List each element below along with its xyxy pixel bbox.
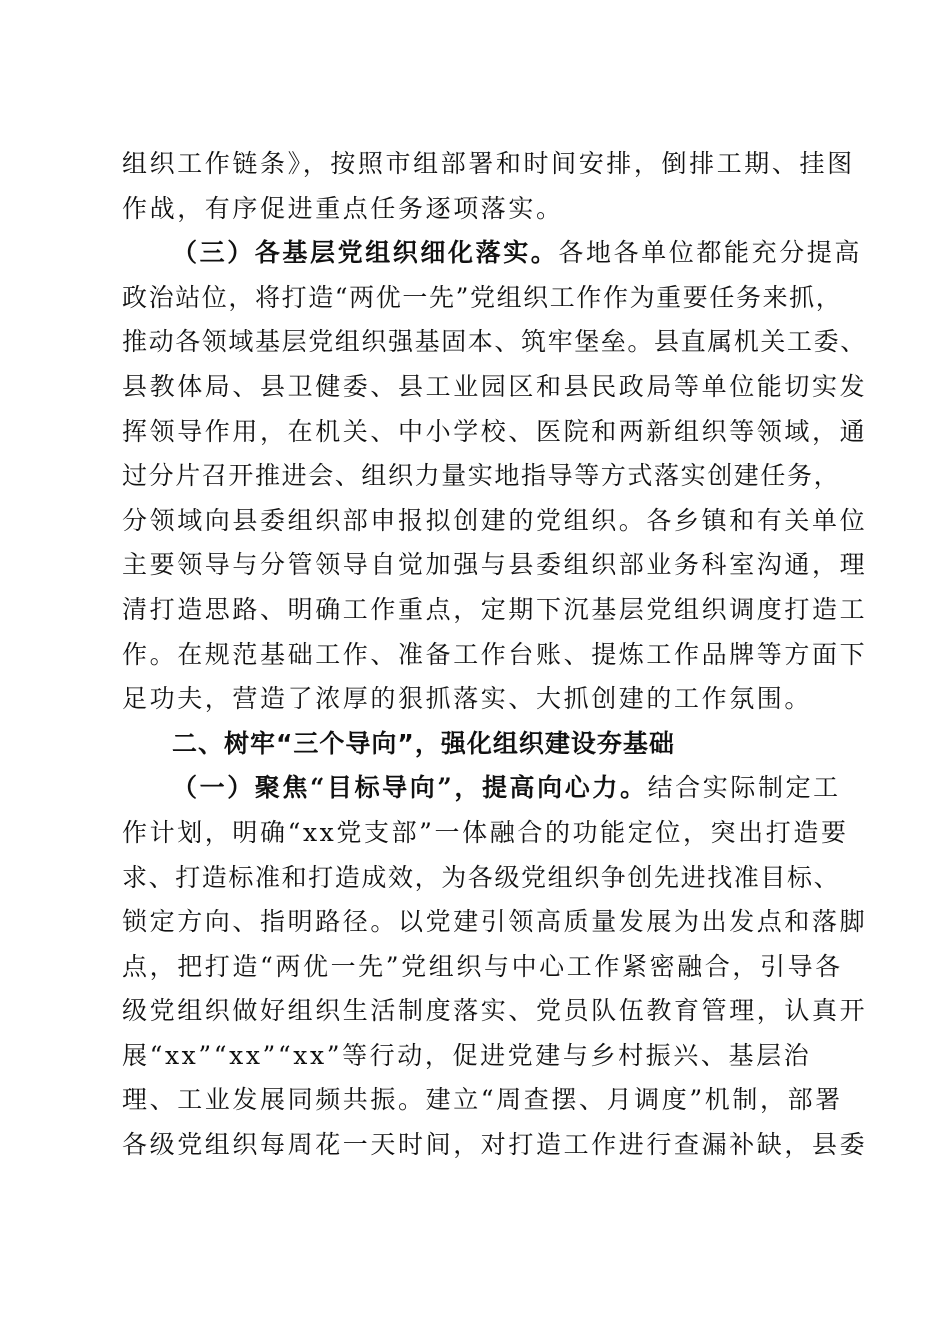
paragraph-first-line	[122, 766, 841, 811]
text-line: 推动各领域基层党组织强基固本、筑牢堡垒。县直属机关工委、	[122, 327, 867, 357]
text-line: 清打造思路、明确工作重点，定期下沉基层党组织调度打造工	[122, 594, 868, 624]
text-line: 作计划，明确“xx党支部”一体融合的功能定位，突出打造要	[122, 817, 849, 847]
text-line: 分领域向县委组织部申报拟创建的党组织。各乡镇和有关单位	[122, 505, 868, 535]
document-body	[122, 142, 868, 1168]
paragraph-text: 各地各单位都能充分提高	[558, 238, 863, 268]
text-line: 足功夫，营造了浓厚的狠抓落实、大抓创建的工作氛围。	[122, 684, 813, 714]
text-line: 各级党组织每周花一天时间，对打造工作进行查漏补缺，县委	[122, 1130, 868, 1160]
text-line: 求、打造标准和打造成效，为各级党组织争创先进找准目标、	[122, 862, 841, 892]
text-line: 过分片召开推进会、组织力量实地指导等方式落实创建任务，	[122, 461, 841, 491]
paragraph-text: 结合实际制定工	[647, 773, 841, 803]
section-lead-heading: （一）聚焦“目标导向”，提高向心力。	[172, 773, 648, 803]
section-heading: 二、树牢“三个导向”，强化组织建设夯基础	[172, 728, 675, 758]
text-line: 展“xx”“xx”“xx”等行动，促进党建与乡村振兴、基层治	[122, 1040, 812, 1070]
text-line: 作战，有序促进重点任务逐项落实。	[122, 193, 564, 223]
text-line: 主要领导与分管领导自觉加强与县委组织部业务科室沟通，理	[122, 550, 868, 580]
paragraph-first-line	[122, 231, 863, 276]
text-line: 作。在规范基础工作、准备工作台账、提炼工作品牌等方面下	[122, 639, 868, 669]
section-lead-heading: （三）各基层党组织细化落实。	[172, 238, 559, 268]
text-line: 组织工作链条》，按照市组部署和时间安排，倒排工期、挂图	[122, 149, 855, 178]
text-line: 县教体局、县卫健委、县工业园区和县民政局等单位能切实发	[122, 371, 868, 401]
text-line: 理、工业发展同频共振。建立“周查摆、月调度”机制，部署	[122, 1085, 843, 1115]
text-line: 政治站位，将打造“两优一先”党组织工作作为重要任务来抓，	[122, 282, 843, 312]
text-line: 级党组织做好组织生活制度落实、党员队伍教育管理，认真开	[122, 996, 868, 1026]
text-line: 挥领导作用，在机关、中小学校、医院和两新组织等领域，通	[122, 416, 868, 446]
text-line: 锁定方向、指明路径。以党建引领高质量发展为出发点和落脚	[122, 907, 868, 937]
text-line: 点，把打造“两优一先”党组织与中心工作紧密融合，引导各	[122, 951, 843, 981]
